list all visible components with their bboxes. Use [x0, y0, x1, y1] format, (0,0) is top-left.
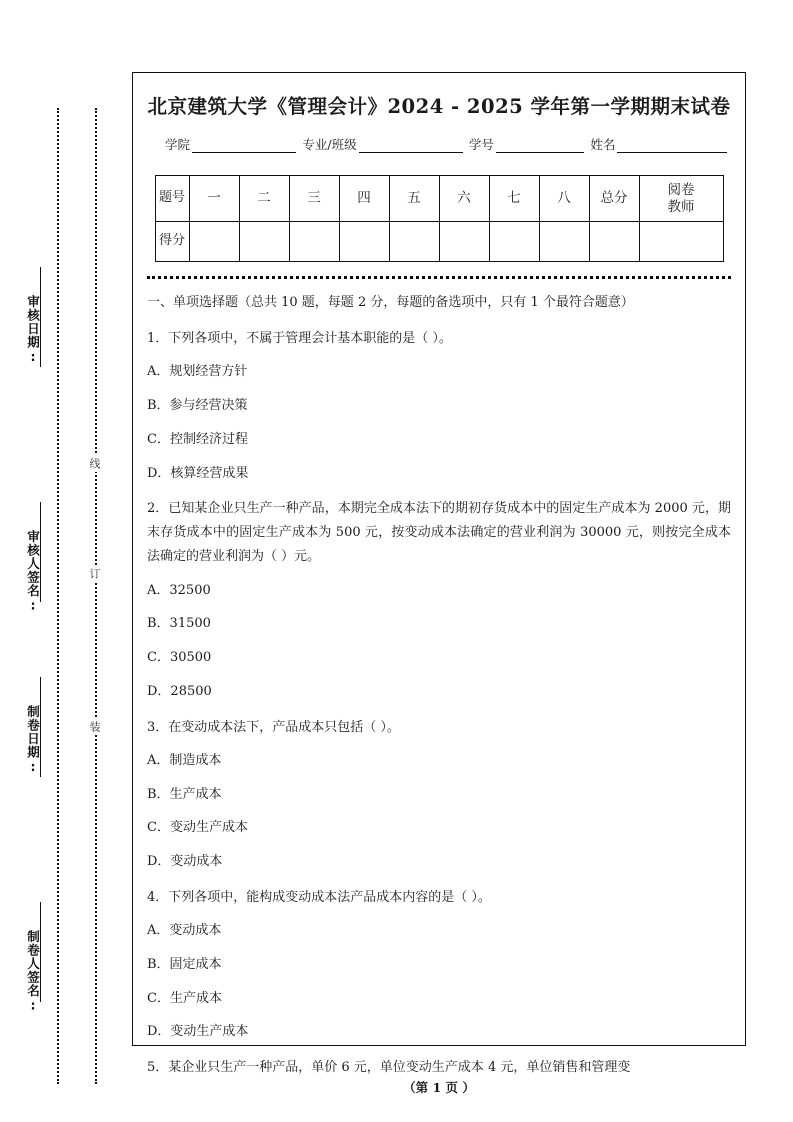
- question-stem: 1．下列各项中，不属于管理会计基本职能的是（ ）。: [147, 331, 452, 347]
- table-cell-q8: 八: [539, 176, 589, 222]
- binding-mark-2: 装: [89, 718, 100, 735]
- score-cell-q2[interactable]: [239, 222, 289, 262]
- section-divider: [147, 276, 731, 279]
- exam-paper-frame: [132, 72, 746, 1076]
- table-cell-q2: 二: [239, 176, 289, 222]
- choice-a[interactable]: A．制造成本: [147, 752, 222, 768]
- question-stem: 2．已知某企业只生产一种产品，本期完全成本法下的期初存货成本中的固定生产成本为 2000 元，期末存货成本中的固定生产成本为 500 元，按变动成本法确定的营业利润为 30000 元，则按完全成本法确定的营业利润为（ ）元。: [147, 501, 731, 565]
- score-cell-q1[interactable]: [189, 222, 239, 262]
- page-title: 北京建筑大学《管理会计》2024 - 2025 学年第一学期期末试卷: [147, 95, 731, 118]
- margin-label-3: 制卷人签名:: [25, 930, 41, 1014]
- choice-b[interactable]: B．参与经营决策: [147, 397, 248, 413]
- name-input-blank[interactable]: [617, 140, 727, 153]
- margin-label-0: 审核日期:: [25, 295, 41, 365]
- table-cell-total-label: 总分: [589, 176, 639, 222]
- student-info-line: [165, 135, 727, 153]
- score-cell-q6[interactable]: [439, 222, 489, 262]
- choice-c[interactable]: C．控制经济过程: [147, 431, 248, 447]
- table-row-scores: [155, 222, 723, 262]
- choice-d[interactable]: D．变动生产成本: [147, 1024, 249, 1040]
- field-label-major-class: 专业/班级: [302, 137, 357, 152]
- score-cell-total[interactable]: [589, 222, 639, 262]
- score-cell-q8[interactable]: [539, 222, 589, 262]
- score-cell-q4[interactable]: [339, 222, 389, 262]
- table-cell-q3: 三: [289, 176, 339, 222]
- student-id-input-blank[interactable]: [496, 140, 584, 153]
- binding-mark-0: 线: [89, 455, 100, 472]
- question-item: [147, 497, 731, 702]
- table-cell-q1: 一: [189, 176, 239, 222]
- page-number-label: （第 1 页 ）: [403, 1080, 475, 1095]
- question-body: [147, 293, 731, 1080]
- choice-b[interactable]: B．生产成本: [147, 786, 222, 802]
- score-table: [155, 175, 724, 262]
- question-item: [147, 886, 731, 1043]
- score-cell-grader[interactable]: [639, 222, 723, 262]
- choice-c[interactable]: C．变动生产成本: [147, 820, 248, 836]
- table-cell-q5: 五: [389, 176, 439, 222]
- choice-d[interactable]: D．核算经营成果: [147, 465, 249, 481]
- row-header-score: 得分: [155, 222, 189, 262]
- score-cell-q5[interactable]: [389, 222, 439, 262]
- question-stem: 5．某企业只生产一种产品，单价 6 元，单位变动生产成本 4 元，单位销售和管理变: [147, 1060, 631, 1076]
- question-item: [147, 1056, 731, 1080]
- choice-b[interactable]: B．固定成本: [147, 956, 222, 972]
- field-label-student-id: 学号: [468, 137, 494, 152]
- section-heading: 一、单项选择题（总共 10 题，每题 2 分，每题的备选项中，只有 1 个最符合题意）: [147, 295, 634, 310]
- major-class-input-blank[interactable]: [359, 140, 463, 153]
- table-row-question-numbers: [155, 176, 723, 222]
- score-cell-q7[interactable]: [489, 222, 539, 262]
- question-stem: 4．下列各项中，能构成变动成本法产品成本内容的是（ ）。: [147, 889, 491, 905]
- choice-a[interactable]: A．规划经营方针: [147, 364, 248, 380]
- table-cell-q6: 六: [439, 176, 489, 222]
- row-header-question-number: 题号: [155, 176, 189, 222]
- binding-dotted-line-outer: [57, 108, 59, 1084]
- choice-d[interactable]: D．变动成本: [147, 854, 223, 870]
- choice-b[interactable]: B．31500: [147, 616, 211, 632]
- binding-mark-1: 订: [89, 565, 100, 582]
- choice-c[interactable]: C．生产成本: [147, 990, 222, 1006]
- binding-dotted-line-inner: [95, 108, 97, 1084]
- table-cell-grader-label: 阅卷 教师: [639, 176, 723, 222]
- college-input-blank[interactable]: [192, 140, 296, 153]
- question-item: [147, 327, 731, 484]
- binding-margin-strip: [0, 0, 125, 1122]
- table-cell-q7: 七: [489, 176, 539, 222]
- question-stem: 3．在变动成本法下，产品成本只包括（ ）。: [147, 719, 400, 735]
- choice-c[interactable]: C．30500: [147, 650, 212, 666]
- question-item: [147, 716, 731, 873]
- margin-label-2: 制卷日期:: [25, 705, 41, 775]
- field-label-name: 姓名: [590, 137, 616, 152]
- field-label-college: 学院: [165, 137, 191, 152]
- score-cell-q3[interactable]: [289, 222, 339, 262]
- choice-d[interactable]: D．28500: [147, 683, 212, 699]
- table-cell-q4: 四: [339, 176, 389, 222]
- choice-a[interactable]: A．32500: [147, 582, 211, 598]
- choice-a[interactable]: A．变动成本: [147, 922, 222, 938]
- page-footer: [132, 1078, 746, 1096]
- margin-label-1: 审核人签名:: [25, 530, 41, 614]
